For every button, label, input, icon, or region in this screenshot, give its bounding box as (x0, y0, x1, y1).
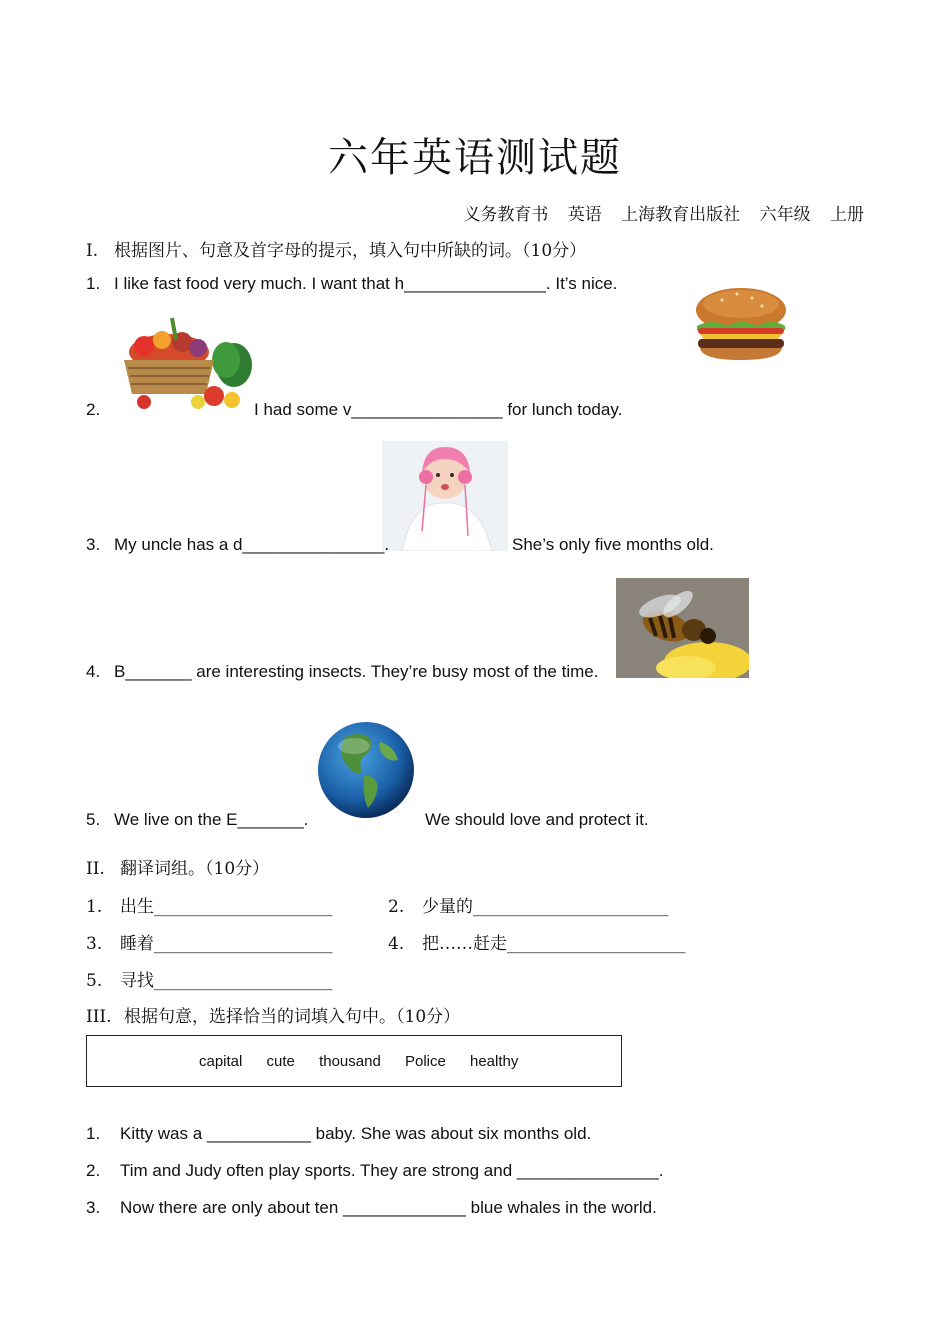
page-title: 六年英语测试题 (328, 135, 622, 181)
question-1-1: 1. I like fast food very much. I want that h_______________. It’s nice. (86, 274, 618, 293)
word-bank-box (86, 1035, 622, 1087)
translation-item: 3. 睡着_____________________ (86, 934, 333, 954)
translation-item: 5. 寻找_____________________ (86, 971, 333, 991)
word-bank-word: capital (199, 1053, 243, 1070)
question-1-3: 3. My uncle has a d_______________. (86, 535, 390, 554)
baby-picture (382, 441, 508, 551)
translation-item: 2. 少量的_______________________ (388, 897, 669, 917)
translation-item: 1. 出生_____________________ (86, 897, 333, 917)
vegetable-basket-picture (114, 310, 254, 414)
question-1-4: 4. B_______ are interesting insects. They’re busy most of the time. (86, 662, 599, 681)
word-bank (199, 1053, 538, 1070)
book-info: 义务教育书 英语 上海教育出版社 六年级 上册 (463, 205, 864, 225)
question-1-5-continuation: We should love and protect it. (425, 810, 649, 829)
earth-globe-picture (314, 716, 418, 820)
hamburger-picture (692, 284, 790, 362)
question-1-2: 2. I had some v________________ for lunch today. (86, 400, 623, 419)
section-1-heading: I. 根据图片、句意及首字母的提示，填入句中所缺的词。（10分） (86, 241, 587, 261)
question-1-3-continuation: She’s only five months old. (512, 535, 714, 554)
word-bank-word: Police (404, 1053, 446, 1070)
translation-item: 4. 把……赶走_____________________ (388, 934, 686, 954)
question-3-2: 2. Tim and Judy often play sports. They are strong and _______________. (86, 1161, 664, 1180)
word-bank-word: thousand (319, 1053, 381, 1070)
bee-picture (616, 578, 749, 678)
section-2-heading: II. 翻译词组。（10分） (86, 859, 270, 879)
word-bank-word: cute (266, 1053, 295, 1070)
question-3-1: 1. Kitty was a ___________ baby. She was about six months old. (86, 1124, 592, 1143)
question-3-3: 3. Now there are only about ten _____________ blue whales in the world. (86, 1198, 657, 1217)
section-3-heading: III. 根据句意，选择恰当的词填入句中。（10分） (86, 1007, 461, 1027)
word-bank-word: healthy (470, 1053, 519, 1070)
question-1-5: 5. We live on the E_______. (86, 810, 309, 829)
